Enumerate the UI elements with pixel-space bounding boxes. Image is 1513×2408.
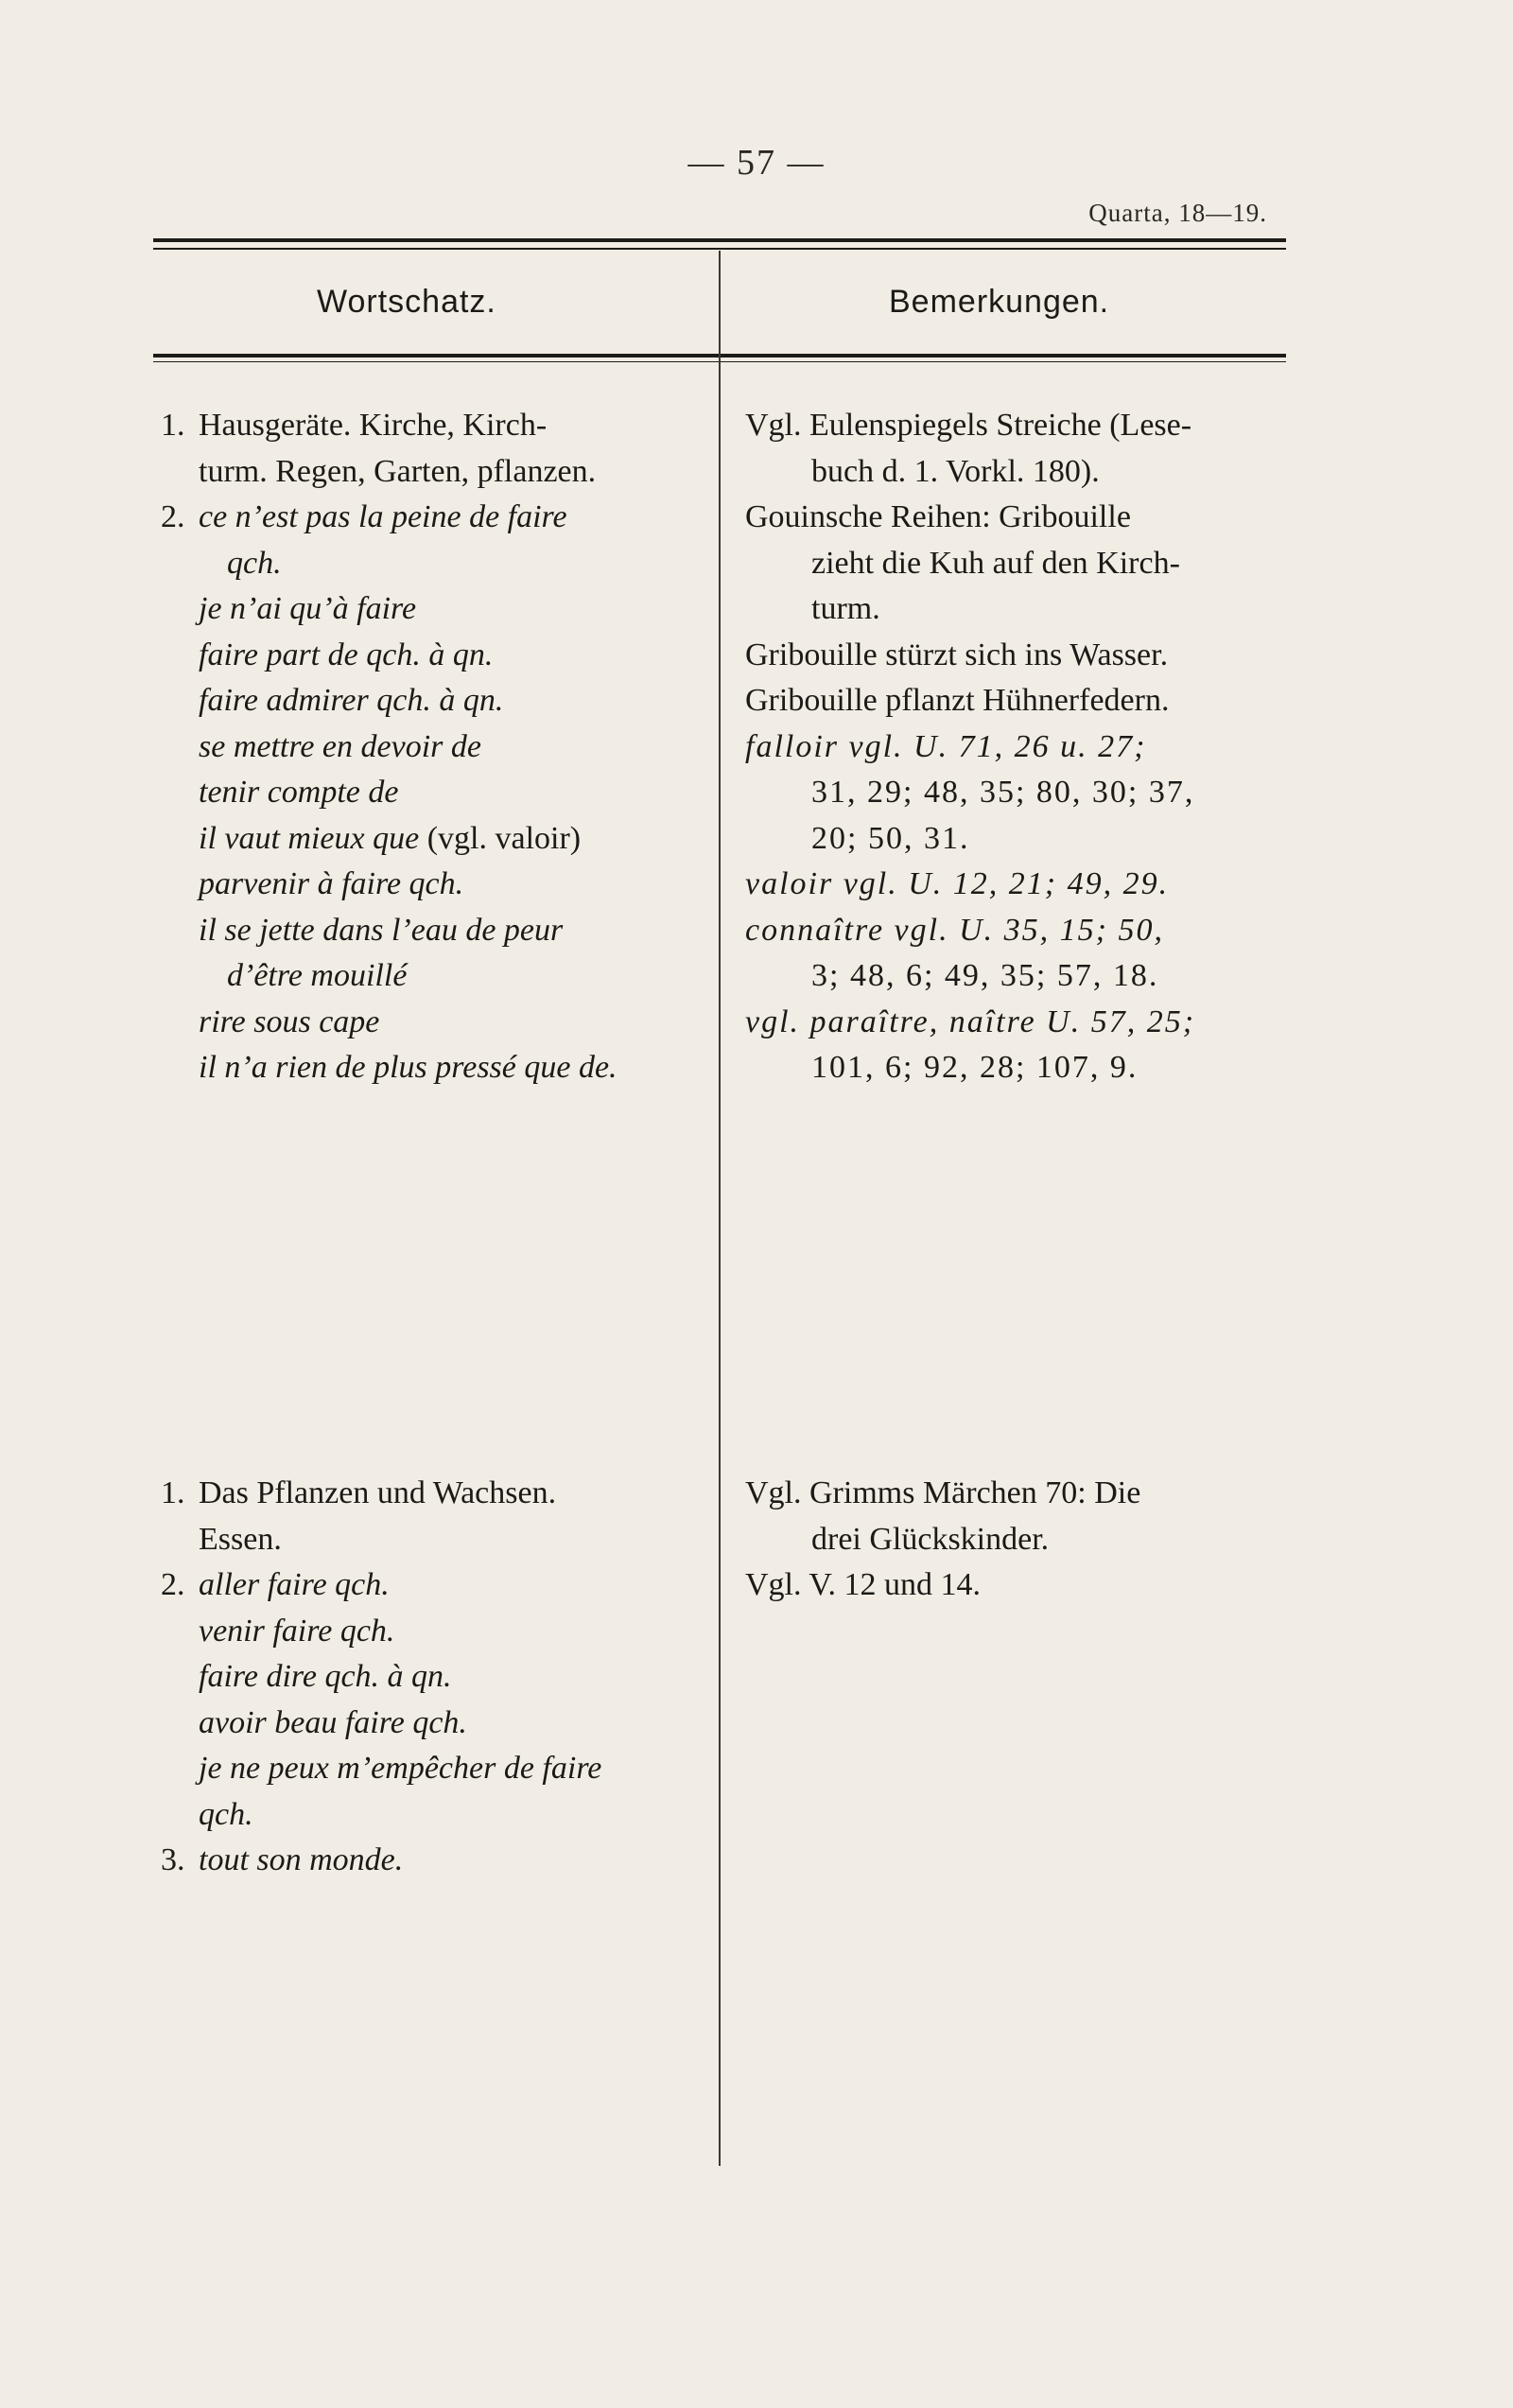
remark-line: connaître vgl. U. 35, 15; 50, — [745, 912, 1164, 948]
remark-line: turm. — [811, 591, 880, 626]
vocab-line: faire part de qch. à qn. — [199, 637, 494, 672]
section1-wortschatz — [161, 403, 700, 1091]
remark-line: zieht die Kuh auf den Kirch- — [811, 545, 1180, 581]
running-head: Quarta, 18—19. — [1088, 199, 1267, 227]
vocab-line: 3. tout son monde. — [161, 1842, 404, 1877]
vocab-line: avoir beau faire qch. — [199, 1704, 467, 1740]
remark-line: falloir vgl. U. 71, 26 u. 27; — [745, 728, 1147, 764]
column-header-bemerkungen: Bemerkungen. — [889, 284, 1110, 320]
remark-line: Vgl. Grimms Märchen 70: Die — [745, 1475, 1141, 1510]
remark-line: Gouinsche Reihen: Gribouille — [745, 499, 1131, 534]
vocab-line: turm. Regen, Garten, pflanzen. — [199, 453, 597, 489]
remark-line: Gribouille pflanzt Hühnerfedern. — [745, 683, 1170, 718]
page-number: — 57 — — [687, 143, 826, 183]
vocab-line: qch. — [227, 545, 282, 581]
section2-bemerkungen — [745, 1471, 1286, 1609]
remark-line: vgl. paraître, naître U. 57, 25; — [745, 1003, 1196, 1039]
top-rule — [153, 238, 1286, 242]
remark-line: 31, 29; 48, 35; 80, 30; 37, — [811, 775, 1195, 810]
vocab-line: venir faire qch. — [199, 1613, 395, 1649]
vocab-line: il vaut mieux que (vgl. valoir) — [199, 820, 582, 856]
remark-line: Vgl. Eulenspiegels Streiche (Lese- — [745, 408, 1192, 443]
vocab-line: parvenir à faire qch. — [199, 866, 464, 901]
remark-line: 101, 6; 92, 28; 107, 9. — [811, 1050, 1139, 1085]
vocab-line: rire sous cape — [199, 1003, 380, 1039]
column-header-wortschatz: Wortschatz. — [317, 284, 496, 320]
vocab-line: 1. Das Pflanzen und Wachsen. — [161, 1475, 557, 1510]
remark-line: buch d. 1. Vorkl. 180). — [811, 453, 1100, 489]
vocab-line: qch. — [199, 1796, 253, 1832]
vocab-line: je ne peux m’empêcher de faire — [199, 1751, 602, 1786]
vocab-line: d’être mouillé — [227, 958, 408, 993]
vocab-line: Essen. — [199, 1521, 282, 1557]
section1-bemerkungen — [745, 403, 1286, 1091]
remark-line: drei Glückskinder. — [811, 1521, 1050, 1557]
vocab-line: faire dire qch. à qn. — [199, 1659, 452, 1694]
vocab-line: il se jette dans l’eau de peur — [199, 912, 564, 948]
column-divider — [719, 251, 721, 2166]
remark-line: Vgl. V. 12 und 14. — [745, 1567, 982, 1602]
top-rule-thin — [153, 248, 1286, 250]
remark-line: Gribouille stürzt sich ins Wasser. — [745, 637, 1169, 672]
vocab-line: 2. ce n’est pas la peine de faire — [161, 499, 567, 534]
remark-line: valoir vgl. U. 12, 21; 49, 29. — [745, 866, 1170, 901]
vocab-line: il n’a rien de plus pressé que de. — [199, 1050, 617, 1085]
section2-wortschatz — [161, 1471, 700, 1884]
vocab-line: 1. Hausgeräte. Kirche, Kirch- — [161, 408, 548, 443]
vocab-line: se mettre en devoir de — [199, 728, 481, 764]
remark-line: 3; 48, 6; 49, 35; 57, 18. — [811, 958, 1159, 993]
vocab-line: faire admirer qch. à qn. — [199, 683, 504, 718]
vocab-line: je n’ai qu’à faire — [199, 591, 417, 626]
vocab-line: tenir compte de — [199, 775, 399, 810]
remark-line: 20; 50, 31. — [811, 820, 970, 856]
vocab-line: 2. aller faire qch. — [161, 1567, 390, 1602]
